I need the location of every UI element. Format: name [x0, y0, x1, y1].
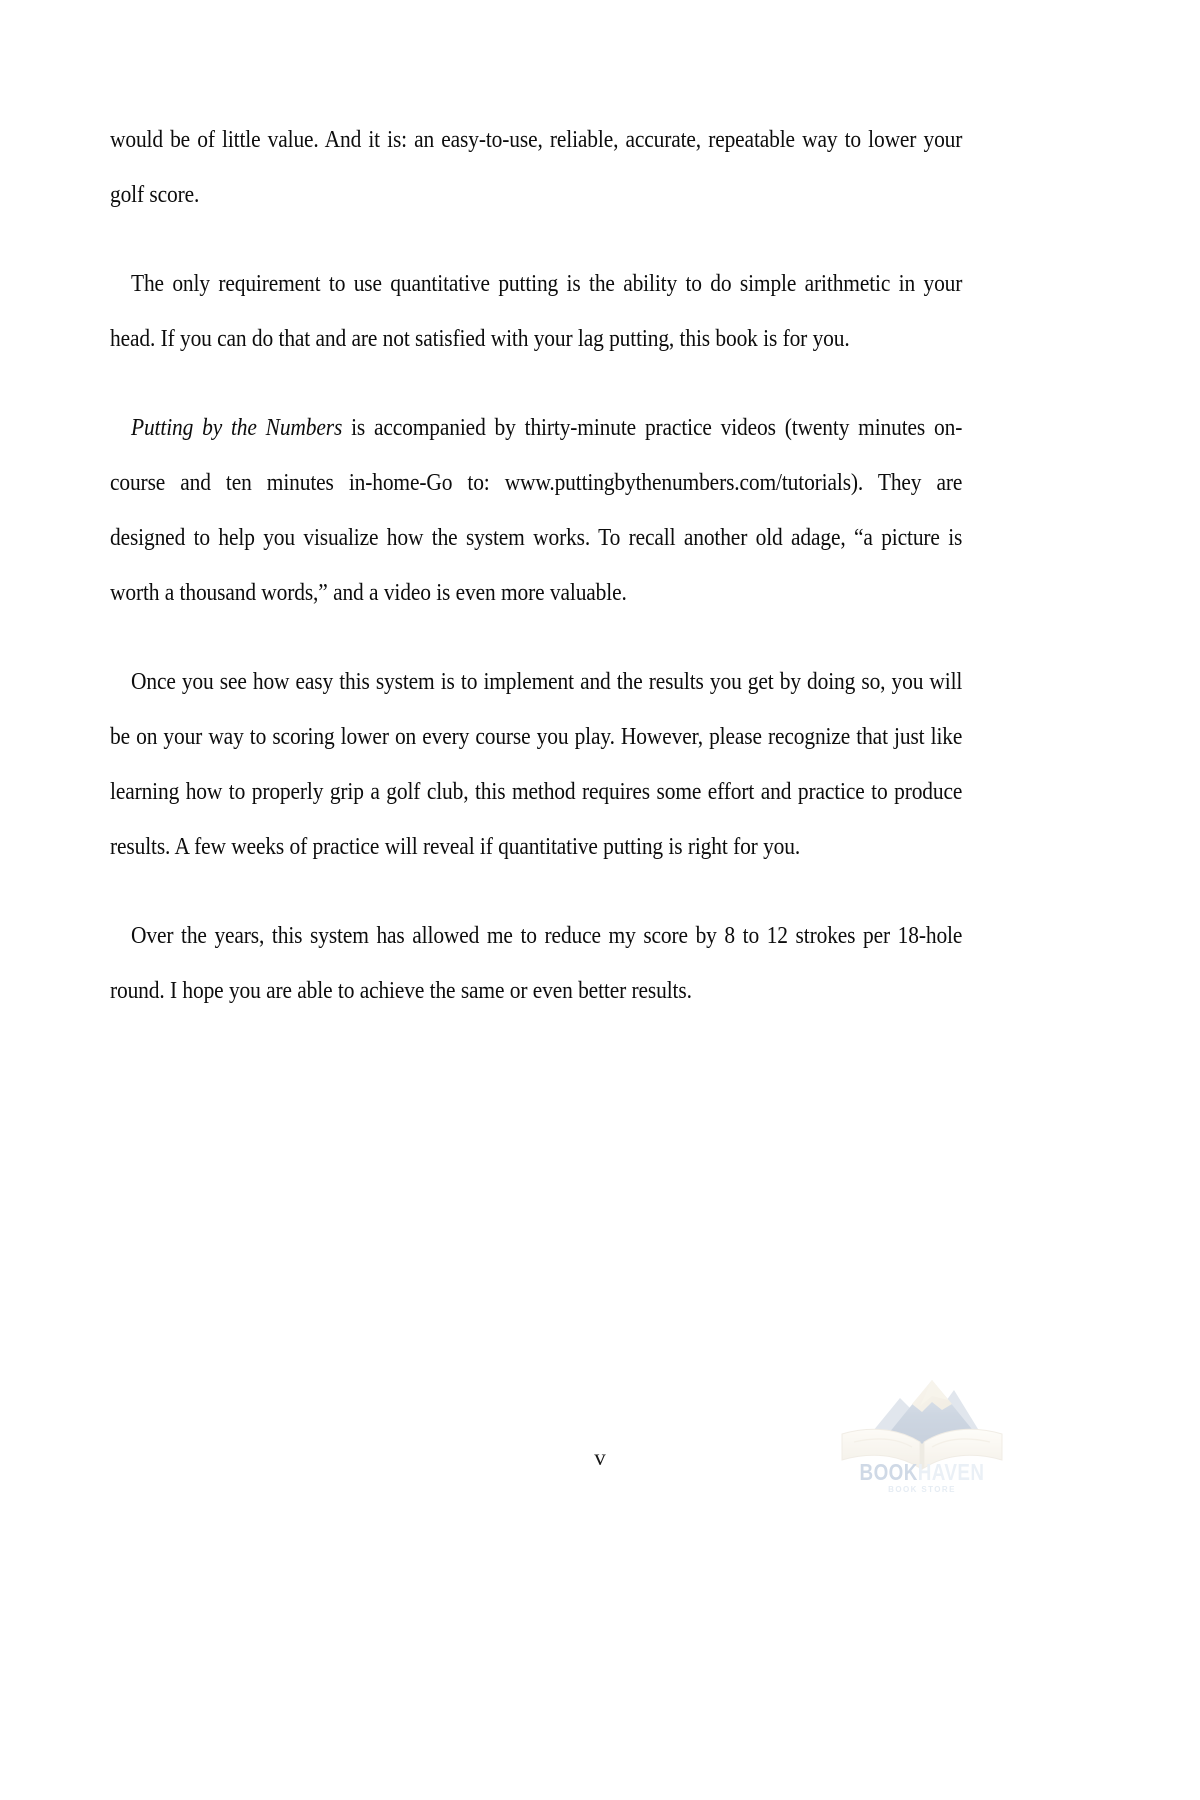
- page-number: v: [594, 1445, 606, 1470]
- watermark-tagline: BOOK STORE: [888, 1485, 956, 1494]
- paragraph-1: would be of little value. And it is: an easy-to-use, reliable, accurate, repeatable way to lower your golf score.: [110, 126, 963, 208]
- book-title-italic: Putting by the Numbers: [131, 414, 343, 441]
- paragraph-5: Over the years, this system has allowed me to reduce my score by 8 to 12 strokes per 18-hole round. I hope you are able to achieve the same or even better results.: [110, 922, 963, 1004]
- paragraph-4: Once you see how easy this system is to implement and the results you get by doing so, you will be on your way to scoring lower on every course you play. However, please recognize that just like learning how to properly grip a golf club, this method requires some effort and practice to produce results. A few weeks of practice will reveal if quantitative putting is right for you.: [110, 668, 963, 860]
- watermark-wordmark-book: BOOK: [859, 1459, 918, 1485]
- paragraph-3: [110, 400, 962, 620]
- watermark-wordmark-haven: HAVEN: [917, 1459, 985, 1485]
- paragraph-2: The only requirement to use quantitative putting is the ability to do simple arithmetic in your head. If you can do that and are not satisfied with your lag putting, this book is for you.: [110, 270, 963, 352]
- paragraph-3-body: is accompanied by thirty-minute practice videos (twenty minutes on-course and ten minutes in-home-Go to: www.puttingbythenumbers.com/tutorials). They are designed to help you visualize how the system works. To recall another old adage, “a picture is worth a thousand words,” and a video is even more valuable.: [110, 414, 963, 606]
- body-text-column: [110, 112, 962, 1018]
